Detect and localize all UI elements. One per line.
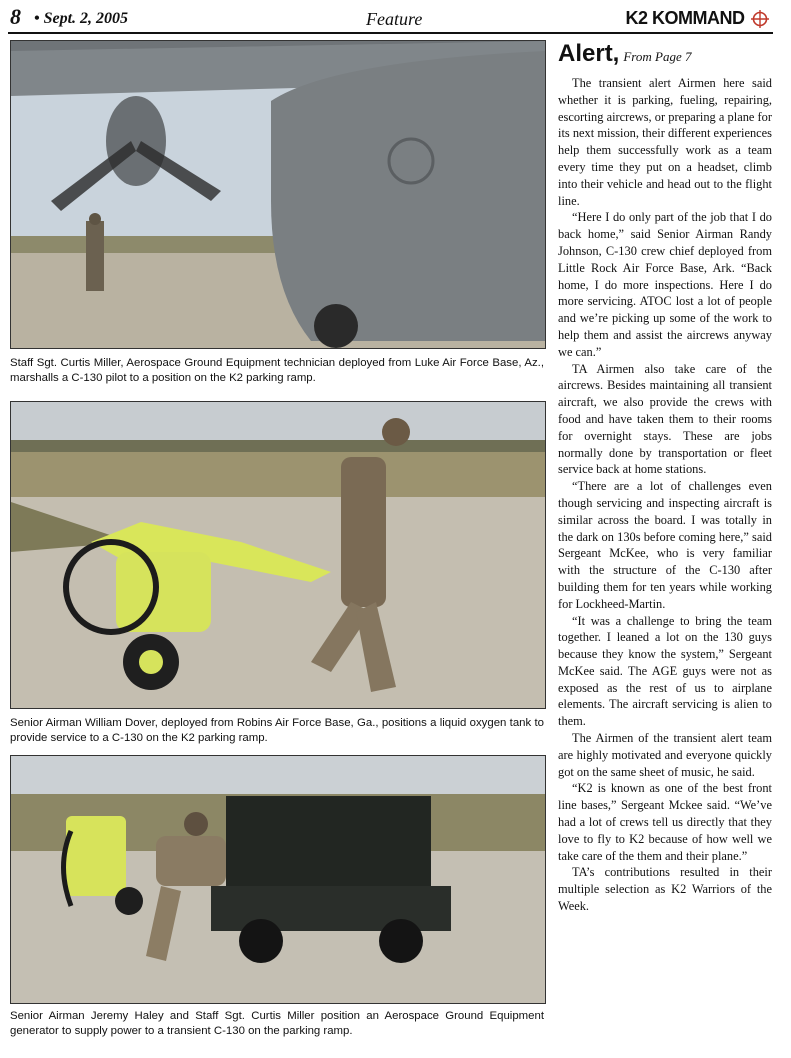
photo-c130-marshalling <box>10 40 546 349</box>
masthead <box>8 4 773 34</box>
photo-oxygen-tank-cart <box>10 401 546 709</box>
jump-line: From Page 7 <box>623 49 692 64</box>
photo-age-generator <box>10 755 546 1004</box>
section-title: Feature <box>366 9 423 29</box>
article-paragraph: TA Airmen also take care of the aircrews. Besides maintaining all transient aircraft, we also provide the crews with food and have taken them to their rooms for overnight stays. These are jobs normally done by transportation or fleet service back at home stations. <box>558 361 772 477</box>
publication-logo <box>625 8 769 29</box>
issue-date: • Sept. 2, 2005 <box>34 10 129 27</box>
headline-text: Alert, <box>558 40 620 67</box>
article-column <box>558 40 772 915</box>
photo-caption: Staff Sgt. Curtis Miller, Aerospace Ground Equipment technician deployed from Luke Air Force Base, Az., marshalls a C-130 pilot to a position on the K2 parking ramp. <box>10 357 544 384</box>
photo-caption: Senior Airman Jeremy Haley and Staff Sgt. Curtis Miller position an Aerospace Ground Equipment generator to supply power to a transient C-130 on the parking ramp. <box>10 1010 544 1037</box>
article-paragraph: “There are a lot of challenges even though servicing and inspecting aircraft is similar across the board. I was totally in the dark on 130s before coming here,” said Sergeant McKee, who is very familiar with the structure of the C-130 after building them for ten years while working for Lockheed-Martin. <box>558 479 772 611</box>
article-headline <box>558 40 772 71</box>
article-paragraph: “Here I do only part of the job that I do back home,” said Senior Airman Randy Johnson, C-130 crew chief deployed from Little Rock Air Force Base, Ark. “Back home, I do more inspections. Here I do more servicing. ATOC lost a lot of people and we’re picking up some of the work to help them and assist the aircrews anyway we can.” <box>558 210 772 359</box>
page-number: 8 <box>10 4 21 29</box>
crosshair-icon <box>751 10 769 28</box>
article-paragraph: The transient alert Airmen here said whether it is parking, fueling, repairing, escorting aircrews, or preparing a plane for its next mission, their different experiences help them successfully work as a team every time they put on a headset, climb into their vehicle and head out to the flight line. <box>558 76 772 208</box>
article-paragraph: The Airmen of the transient alert team are highly motivated and everyone quickly got on the same sheet of music, he said. <box>558 731 772 779</box>
article-paragraph: TA’s contributions resulted in their multiple selection as K2 Warriors of the Week. <box>558 865 772 914</box>
article-paragraph: “It was a challenge to bring the team together. I leaned a lot on the 130 guys because they know the system,” Sergeant McKee said. The AGE guys were not as exposed as the rest of us to airplane elements. The aircraft servicing is alien to them. <box>558 613 772 729</box>
article-paragraph: “K2 is known as one of the best front line bases,” Sergeant Mckee said. “We’ve had a lot of crews tell us directly that they love to fly to K2 because of how well we take care of the them and their plane.” <box>558 781 772 863</box>
photo-caption: Senior Airman William Dover, deployed from Robins Air Force Base, Ga., positions a liquid oxygen tank to provide service to a C-130 on the K2 parking ramp. <box>10 717 544 744</box>
logo-text: K2 KOMMAND <box>625 8 745 28</box>
